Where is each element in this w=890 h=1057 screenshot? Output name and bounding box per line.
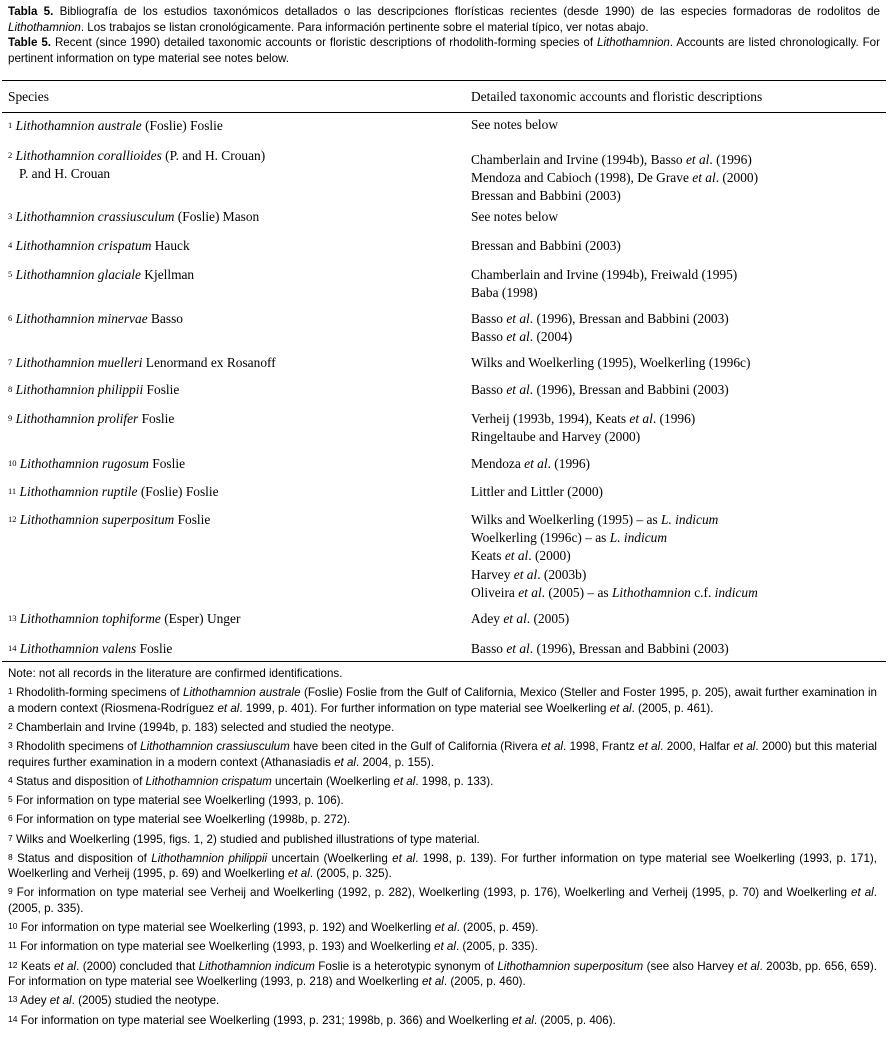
species-name: Lithothamnion prolifer	[12, 411, 139, 426]
species-authority: Foslie	[138, 411, 175, 426]
footnote-number: 14	[8, 1013, 18, 1024]
footnote-marker: 2	[8, 150, 13, 160]
species-cell	[8, 511, 458, 529]
footnote: $^7$ Wilks and Woelkerling (1995, figs. 1, 2) studied and published illustrations of type material.	[8, 832, 480, 846]
species-authority: Lenormand ex Rosanoff	[142, 355, 276, 370]
accounts-cell	[471, 151, 881, 206]
accounts-cell	[471, 237, 881, 255]
note-list	[8, 685, 877, 1028]
account-line: Mendoza et al. (1996)	[471, 456, 591, 471]
species-name: Lithothamnion ruptile	[16, 484, 138, 499]
species-cell	[8, 208, 458, 226]
species-cell	[8, 147, 458, 183]
account-line: Baba (1998)	[471, 285, 538, 301]
species-cell	[8, 117, 458, 135]
account-line: Basso et al. (2004)	[471, 329, 573, 345]
footnote: $^6$ For information on type material see Woelkerling (1998b, p. 272).	[8, 813, 351, 827]
footnote-marker: 4	[8, 240, 13, 250]
accounts-cell	[471, 640, 881, 658]
footnote-number: 9	[8, 886, 13, 897]
accounts-cell	[471, 610, 881, 628]
species-cell	[8, 381, 458, 399]
table-caption	[8, 4, 880, 66]
footnote: $^{11}$ For information on type material see Woelkerling (1993, p. 193) and Woelkerling et al. (2005, p. 335).	[8, 940, 538, 954]
footnote: $^8$ Status and disposition of Lithothamnion philippii uncertain (Woelkerling et al. 1998, p. 139). For further information on type material see Woelkerling (1993, p. 171), Woelkerling and Verheij (1995, p. 69) and Woelkerling et al. (2005, p. 325).	[8, 851, 877, 881]
account-line: Chamberlain and Irvine (1994b), Freiwald (1995)	[471, 267, 738, 282]
table-notes	[8, 666, 877, 1032]
species-name: Lithothamnion glaciale	[12, 267, 141, 282]
species-name: Lithothamnion crassiusculum	[12, 209, 175, 224]
account-line: Bressan and Babbini (2003)	[471, 188, 621, 204]
account-line: Oliveira et al. (2005) – as Lithothamnion c.f. indicum	[471, 584, 758, 600]
notes-intro: Note: not all records in the literature are confirmed identifications.	[8, 667, 343, 680]
account-line: Chamberlain and Irvine (1994b), Basso et al. (1996)	[471, 152, 752, 167]
accounts-cell	[471, 381, 881, 399]
species-cell	[8, 237, 458, 255]
footnote-marker: 13	[8, 613, 17, 623]
species-name: Lithothamnion muelleri	[12, 355, 143, 370]
species-authority: (P. and H. Crouan)	[161, 148, 266, 163]
species-cell	[8, 354, 458, 372]
footnote-marker: 11	[8, 486, 17, 496]
account-line: Mendoza and Cabioch (1998), De Grave et al. (2000)	[471, 170, 759, 186]
account-line: See notes below	[471, 209, 559, 224]
species-cell	[8, 310, 458, 328]
account-line: Basso et al. (1996), Bressan and Babbini (2003)	[471, 311, 729, 326]
footnote: $^2$ Chamberlain and Irvine (1994b, p. 183) selected and studied the neotype.	[8, 720, 395, 734]
species-cell	[8, 483, 458, 501]
footnote-number: 12	[8, 959, 18, 970]
species-authority: Basso	[147, 311, 183, 326]
account-line: Basso et al. (1996), Bressan and Babbini (2003)	[471, 641, 729, 656]
footnote-marker: 1	[8, 120, 13, 130]
species-name: Lithothamnion superpositum	[16, 512, 175, 527]
footnote-number: 5	[8, 794, 13, 805]
species-cell	[8, 640, 458, 658]
footnote: $^{13}$ Adey et al. (2005) studied the neotype.	[8, 994, 220, 1008]
column-header-species: Species	[8, 89, 49, 104]
species-name: Lithothamnion valens	[16, 641, 137, 656]
footnote: $^3$ Rhodolith specimens of Lithothamnion crassiusculum have been cited in the Gulf of California (Rivera et al. 1998, Frantz et al. 2000, Halfar et al. 2000) but this material requires further examination in a modern context (Athanasiadis et al. 2004, p. 155).	[8, 740, 877, 769]
account-line: Wilks and Woelkerling (1995), Woelkerling (1996c)	[471, 355, 751, 370]
footnote-marker: 7	[8, 357, 13, 367]
species-name: Lithothamnion corallioides	[12, 148, 162, 163]
accounts-cell	[471, 483, 881, 501]
footnote: $^{14}$ For information on type material see Woelkerling (1993, p. 231; 1998b, p. 366) and Woelkerling et al. (2005, p. 406).	[8, 1013, 616, 1027]
account-line: Verheij (1993b, 1994), Keats et al. (1996)	[471, 411, 696, 426]
species-name: Lithothamnion crispatum	[12, 238, 152, 253]
account-line: Basso et al. (1996), Bressan and Babbini (2003)	[471, 382, 729, 397]
footnote: $^5$ For information on type material see Woelkerling (1993, p. 106).	[8, 794, 344, 808]
footnote-number: 10	[8, 921, 18, 932]
footnote-number: 13	[8, 994, 18, 1005]
footnote-marker: 10	[8, 458, 17, 468]
footnote: $^4$ Status and disposition of Lithothamnion crispatum uncertain (Woelkerling et al. 1998, p. 133).	[8, 774, 494, 788]
species-authority: Foslie	[148, 456, 186, 471]
accounts-cell	[471, 410, 881, 446]
footnote-marker: 5	[8, 269, 13, 279]
species-cell	[8, 266, 458, 284]
footnote-number: 4	[8, 774, 13, 785]
species-authority: Foslie	[143, 382, 180, 397]
species-authority: (Esper) Unger	[160, 611, 241, 626]
species-name: Lithothamnion tophiforme	[16, 611, 161, 626]
footnote-marker: 3	[8, 211, 13, 221]
footnote-marker: 9	[8, 413, 13, 423]
account-line: Littler and Littler (2000)	[471, 484, 604, 499]
footnote: $^1$ Rhodolith-forming specimens of Lithothamnion australe (Foslie) Foslie from the Gulf of California, Mexico (Steller and Foster 1995, p. 205), await further examination in a modern context (Riosmena-Rodríguez et al. 1999, p. 401). For further information on type material see Woelkerling et al. (2005, p. 461).	[8, 686, 877, 715]
caption-english: Table 5. Recent (since 1990) detailed taxonomic accounts or floristic descriptions of rhodolith-forming species of Lithothamnion. Accounts are listed chronologically. For pertinent information on type material see notes below.	[8, 36, 880, 65]
accounts-cell	[471, 455, 881, 473]
footnote: $^{12}$ Keats et al. (2000) concluded that Lithothamnion indicum Foslie is a heterotypic synonym of Lithothamnion superpositum (see also Harvey et al. 2003b, pp. 656, 659). For information on type material see Woelkerling (1993, p. 218) and Woelkerling et al. (2005, p. 460).	[8, 959, 877, 989]
species-authority: (Foslie) Foslie	[137, 484, 219, 499]
accounts-cell	[471, 116, 881, 134]
species-cell	[8, 410, 458, 428]
species-authority: (Foslie) Foslie	[141, 118, 223, 133]
species-name: Lithothamnion australe	[12, 118, 142, 133]
account-line: Harvey et al. (2003b)	[471, 566, 587, 582]
species-authority: Hauck	[151, 238, 190, 253]
caption-spanish: Tabla 5. Bibliografía de los estudios taxonómicos detallados o las descripciones florísticas recientes (desde 1990) de las especies formadoras de rodolitos de Lithothamnion. Los trabajos se listan cronológicamente. Para información pertinente sobre el material típico, ver notas abajo.	[8, 5, 880, 34]
species-authority: (Foslie) Mason	[174, 209, 260, 224]
footnote-marker: 12	[8, 514, 17, 524]
account-line: Bressan and Babbini (2003)	[471, 238, 621, 253]
header-bottom-rule	[2, 112, 886, 113]
account-line: See notes below	[471, 117, 559, 132]
species-authority: Foslie	[174, 512, 211, 527]
accounts-cell	[471, 310, 881, 346]
column-header-accounts: Detailed taxonomic accounts and floristic descriptions	[471, 89, 763, 104]
account-line: Keats et al. (2000)	[471, 548, 571, 564]
species-name: Lithothamnion minervae	[12, 311, 148, 326]
footnote-marker: 6	[8, 313, 13, 323]
footnote-number: 8	[8, 851, 13, 862]
species-name: Lithothamnion philippii	[12, 382, 144, 397]
footnote-marker: 8	[8, 384, 13, 394]
accounts-cell	[471, 511, 881, 602]
species-cell	[8, 610, 458, 628]
footnote: $^{10}$ For information on type material see Woelkerling (1993, p. 192) and Woelkerling et al. (2005, p. 459).	[8, 921, 539, 935]
footnote-number: 6	[8, 813, 13, 824]
footnote-marker: 14	[8, 643, 17, 653]
footnote: $^9$ For information on type material see Verheij and Woelkerling (1992, p. 282), Woelkerling (1993, p. 176), Woelkerling and Verheij (1995, p. 70) and Woelkerling et al. (2005, p. 335).	[8, 886, 877, 916]
species-name: Lithothamnion rugosum	[16, 456, 149, 471]
accounts-cell	[471, 208, 881, 226]
species-authority: Foslie	[136, 641, 173, 656]
footnote-number: 7	[8, 832, 13, 843]
species-cell	[8, 455, 458, 473]
footnote-number: 11	[8, 940, 17, 951]
table-top-rule	[2, 80, 886, 81]
footnote-number: 3	[8, 740, 13, 751]
footnote-number: 2	[8, 720, 13, 731]
accounts-cell	[471, 266, 881, 302]
footnote-number: 1	[8, 686, 13, 697]
account-line: Ringeltaube and Harvey (2000)	[471, 429, 641, 445]
account-line: Adey et al. (2005)	[471, 611, 570, 626]
account-line: Woelkerling (1996c) – as L. indicum	[471, 530, 668, 546]
species-authority-continued: P. and H. Crouan	[19, 166, 111, 181]
table-bottom-rule	[2, 661, 886, 662]
species-authority: Kjellman	[140, 267, 195, 282]
accounts-cell	[471, 354, 881, 372]
account-line: Wilks and Woelkerling (1995) – as L. indicum	[471, 512, 719, 527]
